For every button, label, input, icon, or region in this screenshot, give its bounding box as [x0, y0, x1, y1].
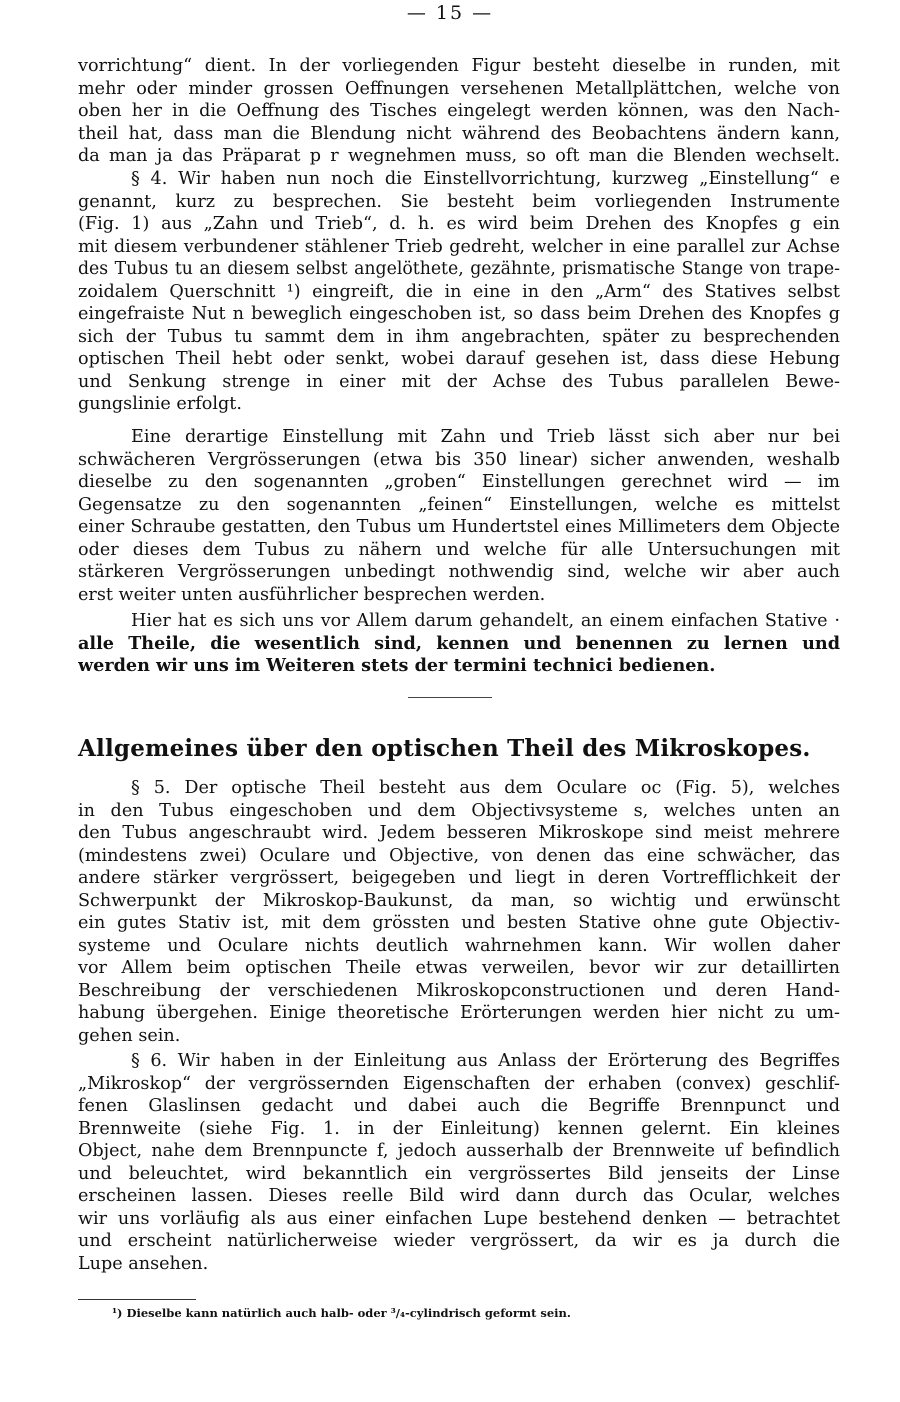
text-line: vorrichtung“ dient. In der vorliegenden Figur besteht dieselbe in runden, mit: [78, 56, 840, 76]
text-line: optischen Theil hebt oder senkt, wobei darauf gesehen ist, dass diese Hebung: [78, 349, 840, 370]
text-line: vor Allem beim optischen Theile etwas verweilen, bevor wir zur detaillirten: [78, 958, 840, 979]
text-line: fenen Glaslinsen gedacht und dabei auch die Begriffe Brennpunct und: [78, 1096, 840, 1117]
text-line: genannt, kurz zu besprechen. Sie besteht beim vorliegenden Instrumente: [78, 191, 840, 212]
footnote: ¹) Dieselbe kann natürlich auch halb- oder ³/₄-cylindrisch geformt sein.: [112, 1306, 571, 1320]
text-line: (Fig. 1) aus „Zahn und Trieb“, d. h. es wird beim Drehen des Knopfes g ein: [78, 214, 840, 235]
text-line: und Senkung strenge in einer mit der Achse des Tubus parallelen Bewe-: [78, 371, 840, 392]
text-line: § 5. Der optische Theil besteht aus dem Oculare oc (Fig. 5), welches: [131, 778, 840, 798]
text-line: sich der Tubus tu sammt dem in ihm angebrachten, später zu besprechenden: [78, 326, 840, 347]
text-line: und beleuchtet, wird bekanntlich ein vergrössertes Bild jenseits der Linse: [78, 1163, 840, 1184]
text-line: mit diesem verbundener stählener Trieb gedreht, welcher in eine parallel zur Achse: [78, 236, 840, 257]
paragraph-summary: [78, 610, 840, 678]
text-line: eingefraiste Nut n beweglich eingeschoben ist, so dass beim Drehen des Knopfes g: [78, 304, 840, 325]
text-line: Schwerpunkt der Mikroskop-Baukunst, da man, so wichtig und erwünscht: [78, 890, 840, 911]
text-line: schwächeren Vergrösserungen (etwa bis 350 linear) sicher anwenden, weshalb: [78, 449, 840, 470]
text-line: alle Theile, die wesentlich sind, kennen und benennen zu lernen und: [78, 632, 840, 654]
page-number: — 15 —: [406, 2, 494, 24]
text-line: dieselbe zu den sogenannten „groben“ Einstellungen gerechnet wird — im: [78, 472, 840, 493]
text-line: einer Schraube gestatten, den Tubus um Hundertstel eines Millimeters dem Objecte: [78, 517, 840, 538]
text-line: zoidalem Querschnitt ¹) eingreift, die in eine in den „Arm“ des Statives selbst: [78, 281, 840, 302]
text-line: Gegensatze zu den sogenannten „feinen“ Einstellungen, welche es mittelst: [78, 494, 840, 515]
text-line: „Mikroskop“ der vergrössernden Eigenschaften der erhaben (convex) geschlif-: [78, 1073, 840, 1094]
text-line: erst weiter unten ausführlicher besprechen werden.: [78, 584, 546, 605]
text-line: § 4. Wir haben nun noch die Einstellvorrichtung, kurzweg „Einstellung“ e: [131, 169, 840, 189]
text-line: (mindestens zwei) Oculare und Objective, von denen das eine schwächer, das: [78, 845, 840, 866]
text-line: theil hat, dass man die Blendung nicht während des Beobachtens ändern kann,: [78, 123, 840, 144]
text-line: wir uns vorläufig als aus einer einfachen Lupe bestehend denken — betrachtet: [78, 1208, 840, 1229]
text-line: habung übergehen. Einige theoretische Erörterungen werden hier nicht zu um-: [78, 1003, 840, 1024]
text-line: ein gutes Stativ ist, mit dem grössten und besten Stative ohne gute Objectiv-: [78, 913, 840, 934]
text-line: und erscheint natürlicherweise wieder vergrössert, da wir es ja durch die: [78, 1231, 840, 1252]
text-line: erscheinen lassen. Dieses reelle Bild wird dann durch das Ocular, welches: [78, 1186, 840, 1207]
section-divider: [408, 697, 492, 698]
paragraph-coarse-fine: [78, 426, 840, 606]
text-line: stärkeren Vergrösserungen unbedingt nothwendig sind, welche wir aber auch: [78, 562, 840, 583]
text-line: Eine derartige Einstellung mit Zahn und Trieb lässt sich aber nur bei: [131, 427, 840, 447]
text-line: oben her in die Oeffnung des Tisches eingelegt werden können, was den Nach-: [78, 101, 840, 122]
text-line: des Tubus tu an diesem selbst angelöthete, gezähnte, prismatische Stange von trape-: [78, 259, 840, 280]
text-line: systeme und Oculare nichts deutlich wahrnehmen kann. Wir wollen daher: [78, 935, 840, 956]
text-line: Beschreibung der verschiedenen Mikroskopconstructionen und deren Hand-: [78, 980, 840, 1001]
text-line: da man ja das Präparat p r wegnehmen muss, so oft man die Blenden wechselt.: [78, 146, 840, 167]
text-line: in den Tubus eingeschoben und dem Objectivsysteme s, welches unten an: [78, 800, 840, 821]
paragraph-section-5: [78, 777, 840, 1048]
footnote-divider: [78, 1299, 196, 1300]
text-line: andere stärker vergrössert, beigegeben und liegt in deren Vortrefflichkeit der: [78, 868, 840, 889]
text-line: werden wir uns im Weiteren stets der termini technici bedienen.: [78, 655, 716, 677]
text-line: Brennweite (siehe Fig. 1. in der Einleitung) kennen gelernt. Ein kleines: [78, 1118, 840, 1139]
text-line: oder dieses dem Tubus zu nähern und welche für alle Untersuchungen mit: [78, 539, 840, 560]
text-line: gehen sein.: [78, 1026, 181, 1047]
paragraph-section-6: [78, 1050, 840, 1275]
text-line: § 6. Wir haben in der Einleitung aus Anlass der Erörterung des Begriffes: [131, 1051, 840, 1071]
paragraph-section-4: [78, 168, 840, 416]
section-heading: Allgemeines über den optischen Theil des Mikroskopes.: [78, 735, 811, 762]
paragraph-intro: [78, 55, 840, 168]
text-line: Object, nahe dem Brennpuncte f, jedoch ausserhalb der Brennweite uf befindlich: [78, 1141, 840, 1162]
text-line: mehr oder minder grossen Oeffnungen versehenen Metallplättchen, welche von: [78, 78, 840, 99]
text-line: den Tubus angeschraubt wird. Jedem besseren Mikroskope sind meist mehrere: [78, 823, 840, 844]
text-line: gungslinie erfolgt.: [78, 394, 242, 415]
text-line: Lupe ansehen.: [78, 1253, 209, 1274]
text-line: Hier hat es sich uns vor Allem darum gehandelt, an einem einfachen Stative ·: [131, 611, 840, 631]
